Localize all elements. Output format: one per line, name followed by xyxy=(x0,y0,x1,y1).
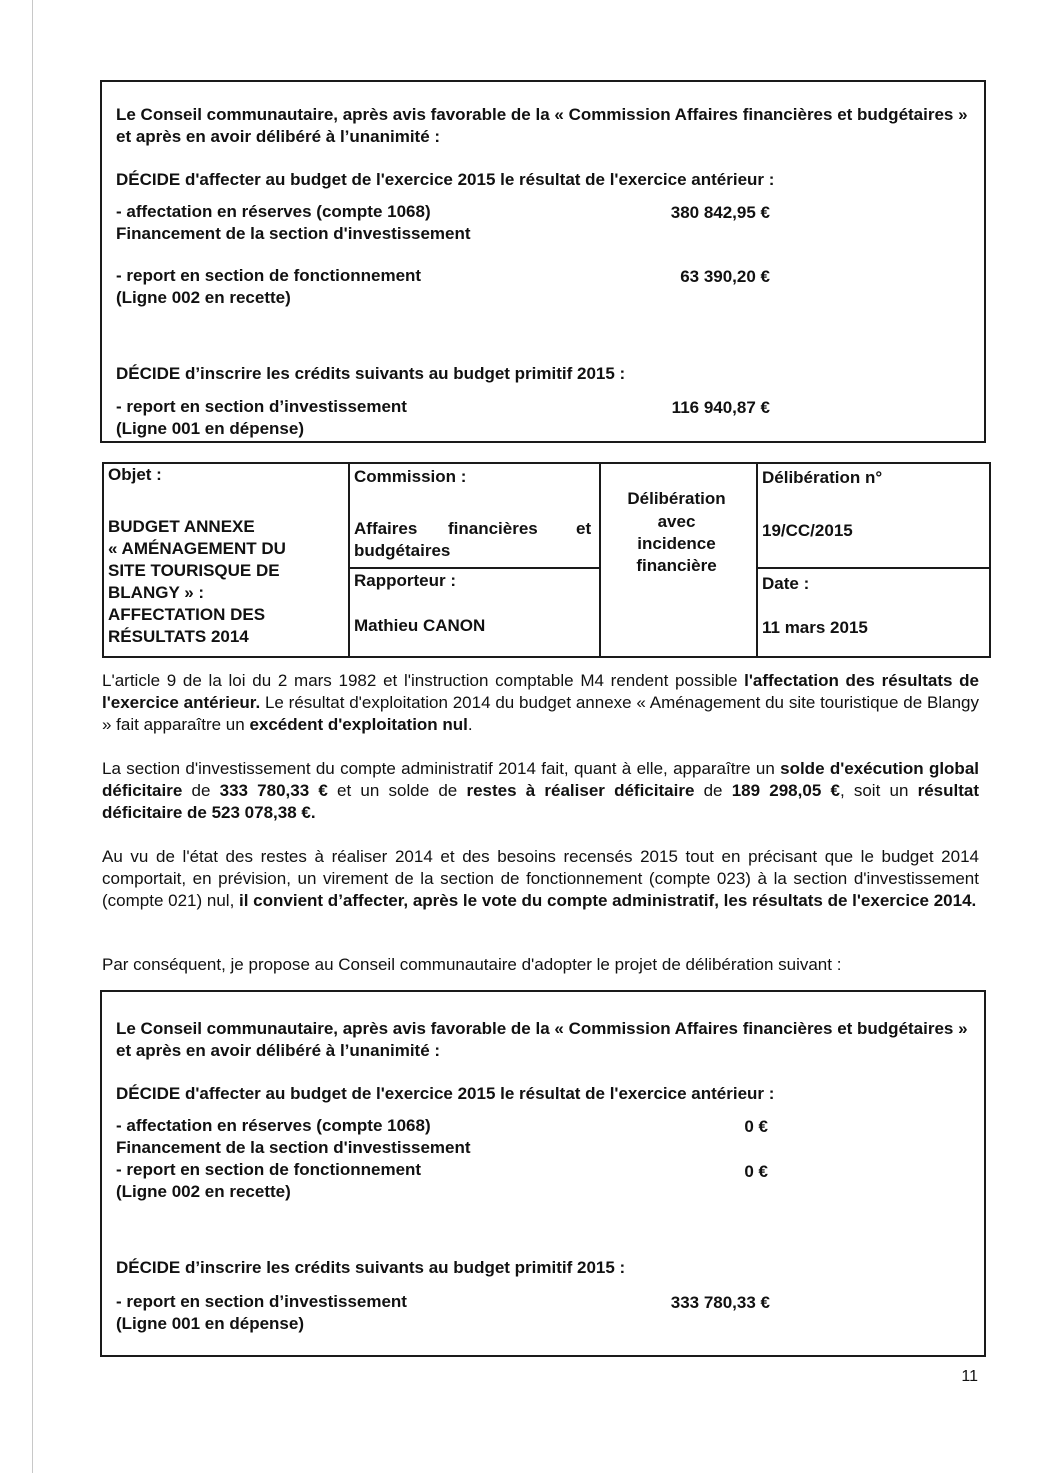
text-run-bold: restes à réaliser déficitaire xyxy=(466,781,695,800)
deliberation-number-label: Délibération n° xyxy=(762,468,883,487)
investment-carryover-note: (Ligne 001 en dépense) xyxy=(116,419,304,438)
objet-line: SITE TOURISQUE DE xyxy=(108,561,280,580)
commission-word: financières xyxy=(448,519,538,538)
objet-line: BUDGET ANNEXE xyxy=(108,517,255,536)
decide-credits-heading: DÉCIDE d’inscrire les crédits suivants au budget primitif 2015 : xyxy=(116,364,626,383)
text-run: de xyxy=(694,781,732,800)
incidence-line: avec xyxy=(657,512,696,531)
text-run: et un solde de xyxy=(327,781,467,800)
table-divider xyxy=(758,567,989,569)
reserve-allocation-label: - affectation en réserves (compte 1068) xyxy=(116,1116,431,1135)
decide-credits-heading: DÉCIDE d’inscrire les crédits suivants au budget primitif 2015 : xyxy=(116,1258,626,1277)
text-run: . xyxy=(467,715,473,734)
operating-carryover-label: - report en section de fonctionnement xyxy=(116,266,422,285)
incidence-line: incidence xyxy=(637,534,716,553)
reserve-allocation-label: - affectation en réserves (compte 1068) xyxy=(116,202,431,221)
reserve-allocation-note: Financement de la section d'investissement xyxy=(116,224,471,243)
operating-carryover-note: (Ligne 002 en recette) xyxy=(116,288,291,307)
text-run: , soit un xyxy=(839,781,918,800)
table-divider xyxy=(350,567,599,569)
resolution-intro: Le Conseil communautaire, après avis favorable de la « Commission Affaires financières et budgétaires » et après en avoir délibéré à l’unanimité : xyxy=(116,105,968,146)
reserve-allocation-amount: 0 € xyxy=(744,1117,768,1136)
commission-word: et xyxy=(576,519,592,538)
date-label: Date : xyxy=(762,574,810,593)
reserve-allocation-note: Financement de la section d'investissement xyxy=(116,1138,471,1157)
objet-line: AFFECTATION DES xyxy=(108,605,266,624)
decide-affect-heading: DÉCIDE d'affecter au budget de l'exercice 2015 le résultat de l'exercice antérieur : xyxy=(116,1084,775,1103)
operating-carryover-amount: 63 390,20 € xyxy=(680,267,770,286)
objet-line: RÉSULTATS 2014 xyxy=(108,627,249,646)
text-run-bold: il convient d’affecter, après le vote du compte administratif, les résultats de l'exercice 2014. xyxy=(239,891,977,910)
text-run-bold: solde d'exécution global déficitaire xyxy=(102,759,979,800)
text-run-bold: excédent d'exploitation nul xyxy=(249,715,468,734)
operating-carryover-amount: 0 € xyxy=(744,1162,768,1181)
incidence-line: financière xyxy=(636,556,717,575)
text-run-bold: résultat déficitaire de 523 078,38 €. xyxy=(102,781,980,822)
objet-label: Objet : xyxy=(108,465,162,484)
investment-carryover-amount: 116 940,87 € xyxy=(671,398,770,417)
paragraph-legal-basis xyxy=(102,670,979,736)
commission-line: budgétaires xyxy=(354,541,451,560)
paragraph-remaining-needs xyxy=(102,846,979,912)
deliberation-date: 11 mars 2015 xyxy=(762,618,868,637)
rapporteur-name: Mathieu CANON xyxy=(354,616,486,635)
table-divider xyxy=(756,464,758,656)
investment-carryover-amount: 333 780,33 € xyxy=(670,1293,770,1312)
page-number: 11 xyxy=(961,1368,978,1385)
reserve-allocation-amount: 380 842,95 € xyxy=(670,203,770,222)
resolution-intro: Le Conseil communautaire, après avis favorable de la « Commission Affaires financières et budgétaires » et après en avoir délibéré à l’unanimité : xyxy=(116,1019,968,1060)
page-margin-line xyxy=(32,0,33,1473)
rapporteur-label: Rapporteur : xyxy=(354,571,456,590)
operating-carryover-note: (Ligne 002 en recette) xyxy=(116,1182,291,1201)
incidence-line: Délibération xyxy=(627,489,726,508)
objet-line: « AMÉNAGEMENT DU xyxy=(108,539,286,558)
text-run: L'article 9 de la loi du 2 mars 1982 et l'instruction comptable M4 rendent possible xyxy=(102,671,745,690)
commission-word: Affaires xyxy=(354,519,418,538)
decide-affect-heading: DÉCIDE d'affecter au budget de l'exercice 2015 le résultat de l'exercice antérieur : xyxy=(116,170,775,189)
text-run-bold: 333 780,33 € xyxy=(219,781,328,800)
investment-carryover-label: - report en section d’investissement xyxy=(116,1292,407,1311)
text-run: Au vu de l'état des restes à réaliser 2014 et des besoins recensés 2015 tout en précisant que le budget 2014 comportait, en prévision, un virement de la section de fonctionnement (compte 023) à la section d'investissement (compte 021) nul, xyxy=(102,847,979,910)
text-run-bold: 189 298,05 € xyxy=(731,781,840,800)
deliberation-number: 19/CC/2015 xyxy=(762,521,853,540)
text-run-bold: l'affectation des résultats de l'exercice antérieur. xyxy=(102,671,979,712)
table-divider xyxy=(348,464,350,656)
investment-carryover-note: (Ligne 001 en dépense) xyxy=(116,1314,304,1333)
paragraph-proposal: Par conséquent, je propose au Conseil communautaire d'adopter le projet de délibération suivant : xyxy=(102,955,842,974)
text-run: La section d'investissement du compte administratif 2014 fait, quant à elle, apparaître un xyxy=(102,759,781,778)
commission-label: Commission : xyxy=(354,467,467,486)
text-run: de xyxy=(182,781,220,800)
operating-carryover-label: - report en section de fonctionnement xyxy=(116,1160,422,1179)
investment-carryover-label: - report en section d’investissement xyxy=(116,397,407,416)
objet-line: BLANGY » : xyxy=(108,583,205,602)
text-run: Le résultat d'exploitation 2014 du budget annexe « Aménagement du site touristique de Blangy » fait apparaître un xyxy=(102,693,979,734)
paragraph-investment-section xyxy=(102,758,979,824)
